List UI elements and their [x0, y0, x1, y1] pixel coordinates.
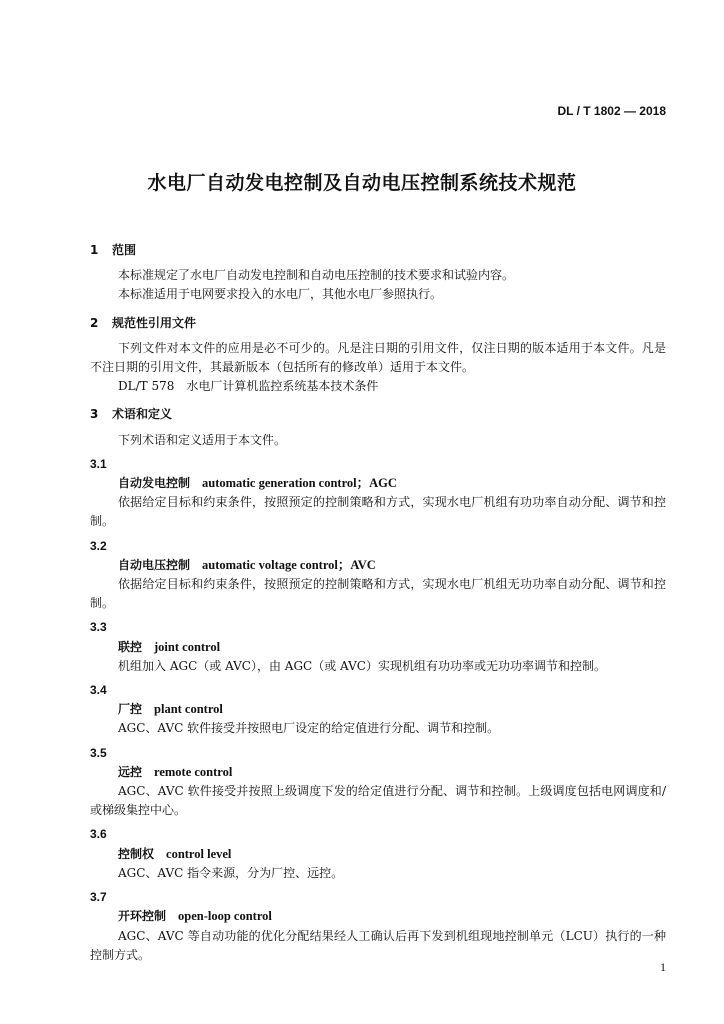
term-heading	[90, 907, 666, 926]
term-definition: AGC、AVC 指令来源，分为厂控、远控。	[118, 865, 344, 880]
document-body	[90, 236, 666, 965]
section-number: 3	[90, 407, 99, 422]
term-zh: 自动发电控制	[118, 476, 191, 491]
term-definition: AGC、AVC 等自动功能的优化分配结果经人工确认后再下发到机组现地控制单元（LCU）执行的一种控制方式。	[90, 928, 666, 962]
term-definition: AGC、AVC 软件接受并按照电厂设定的给定值进行分配、调节和控制。	[118, 721, 500, 736]
term-number: 3.1	[90, 456, 107, 471]
term-heading	[90, 763, 666, 782]
document-title: 水电厂自动发电控制及自动电压控制系统技术规范	[147, 172, 577, 194]
section-heading-scope	[90, 241, 666, 260]
section-heading-normative	[90, 314, 666, 333]
term-en: remote control	[154, 764, 233, 779]
term-zh: 开环控制	[118, 909, 167, 924]
term-entry	[90, 537, 666, 614]
term-en: automatic generation control；AGC	[202, 476, 397, 491]
term-entry	[90, 888, 666, 965]
section-title: 术语和定义	[112, 407, 173, 422]
term-zh: 厂控	[118, 702, 143, 717]
reference-item: DL/T 578 水电厂计算机监控系统基本技术条件	[118, 379, 379, 394]
term-heading	[90, 556, 666, 575]
term-en: plant control	[154, 702, 223, 717]
term-definition: AGC、AVC 软件接受并按照上级调度下发的给定值进行分配、调节和控制。上级调度包括电网调度和/或梯级集控中心。	[90, 784, 666, 818]
section-number: 2	[90, 315, 99, 330]
term-entry	[90, 744, 666, 821]
term-en: open-loop control	[178, 909, 272, 924]
term-zh: 联控	[118, 639, 143, 654]
term-number: 3.6	[90, 827, 107, 842]
term-heading	[90, 845, 666, 864]
term-heading	[90, 638, 666, 657]
term-number: 3.3	[90, 620, 107, 635]
term-entry	[90, 455, 666, 532]
term-entry	[90, 618, 666, 676]
term-definition: 依据给定目标和约束条件，按照预定的控制策略和方式，实现水电厂机组无功功率自动分配、调节和控制。	[90, 577, 666, 611]
standard-code: DL / T 1802 — 2018	[557, 104, 666, 118]
term-definition: 依据给定目标和约束条件，按照预定的控制策略和方式，实现水电厂机组有功功率自动分配、调节和控制。	[90, 495, 666, 529]
section-number: 1	[90, 243, 99, 257]
term-definition: 机组加入 AGC（或 AVC），由 AGC（或 AVC）实现机组有功功率或无功功率调节和控制。	[118, 658, 606, 673]
term-number: 3.7	[90, 890, 107, 905]
term-entry	[90, 681, 666, 739]
section-heading-terms	[90, 405, 666, 424]
term-entry	[90, 825, 666, 883]
section-title: 规范性引用文件	[112, 315, 197, 330]
paragraph: 下列文件对本文件的应用是必不可少的。凡是注日期的引用文件，仅注日期的版本适用于本文件。凡是不注日期的引用文件，其最新版本（包括所有的修改单）适用于本文件。	[90, 340, 666, 375]
term-heading	[90, 700, 666, 719]
page-number: 1	[660, 960, 666, 974]
term-zh: 自动电压控制	[118, 557, 191, 572]
term-en: control level	[166, 846, 232, 861]
term-zh: 远控	[118, 764, 143, 779]
paragraph: 本标准规定了水电厂自动发电控制和自动电压控制的技术要求和试验内容。	[118, 268, 515, 283]
paragraph: 本标准适用于电网要求投入的水电厂，其他水电厂参照执行。	[118, 287, 443, 302]
term-number: 3.5	[90, 745, 107, 760]
term-heading	[90, 474, 666, 493]
term-en: joint control	[154, 639, 221, 654]
term-number: 3.4	[90, 683, 107, 698]
section-title: 范围	[112, 243, 137, 257]
term-zh: 控制权	[118, 846, 155, 861]
term-number: 3.2	[90, 538, 107, 553]
paragraph: 下列术语和定义适用于本文件。	[118, 432, 287, 447]
term-en: automatic voltage control；AVC	[202, 557, 376, 572]
